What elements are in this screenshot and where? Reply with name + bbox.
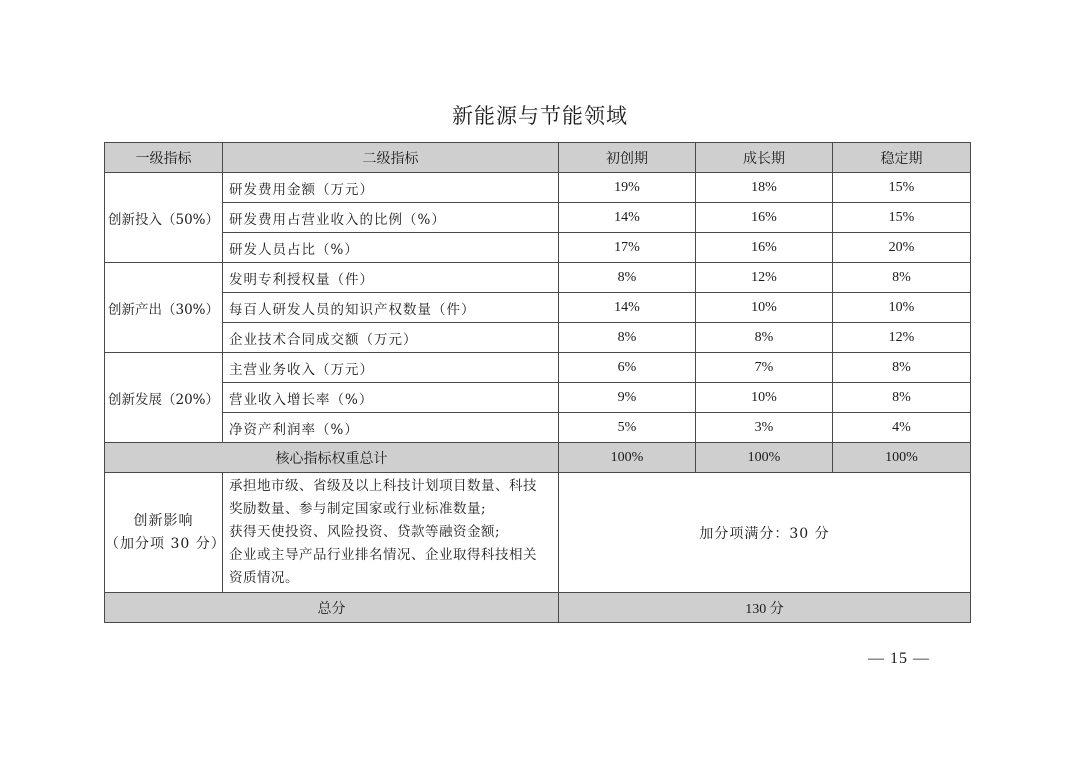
grand-total-label: 总分 bbox=[105, 593, 559, 623]
level2-indicator: 研发费用占营业收入的比例（%） bbox=[223, 203, 559, 233]
weight-stable: 8% bbox=[833, 383, 971, 413]
weight-growth: 3% bbox=[696, 413, 833, 443]
weight-growth: 18% bbox=[696, 173, 833, 203]
table-row bbox=[105, 383, 971, 413]
level2-indicator: 发明专利授权量（件） bbox=[223, 263, 559, 293]
weight-startup: 19% bbox=[559, 173, 696, 203]
weight-startup: 9% bbox=[559, 383, 696, 413]
core-total-row bbox=[105, 443, 971, 473]
bonus-value: 加分项满分：30 分 bbox=[559, 473, 971, 593]
indicator-table bbox=[104, 142, 971, 623]
grand-total-value: 130 分 bbox=[559, 593, 971, 623]
table-header-row bbox=[105, 143, 971, 173]
bonus-label-line1: 创新影响 bbox=[133, 512, 194, 529]
core-total-startup: 100% bbox=[559, 443, 696, 473]
weight-stable: 8% bbox=[833, 263, 971, 293]
level1-indicator: 创新发展（20%） bbox=[105, 353, 223, 443]
core-total-growth: 100% bbox=[696, 443, 833, 473]
weight-startup: 8% bbox=[559, 263, 696, 293]
table-row bbox=[105, 173, 971, 203]
table-row bbox=[105, 263, 971, 293]
weight-startup: 6% bbox=[559, 353, 696, 383]
bonus-desc-line: 奖励数量、参与制定国家或行业标准数量; bbox=[229, 501, 487, 517]
bonus-desc-line: 承担地市级、省级及以上科技计划项目数量、科技 bbox=[229, 478, 537, 494]
header-level2: 二级指标 bbox=[223, 143, 559, 173]
bonus-desc-line: 获得天使投资、风险投资、贷款等融资金额; bbox=[229, 524, 501, 540]
weight-growth: 10% bbox=[696, 383, 833, 413]
page-title: 新能源与节能领域 bbox=[452, 104, 628, 128]
table-row bbox=[105, 203, 971, 233]
weight-growth: 12% bbox=[696, 263, 833, 293]
weight-growth: 7% bbox=[696, 353, 833, 383]
level2-indicator: 每百人研发人员的知识产权数量（件） bbox=[223, 293, 559, 323]
weight-growth: 16% bbox=[696, 233, 833, 263]
table-row bbox=[105, 293, 971, 323]
bonus-desc-line: 资质情况。 bbox=[229, 570, 299, 586]
level1-indicator: 创新产出（30%） bbox=[105, 263, 223, 353]
weight-stable: 12% bbox=[833, 323, 971, 353]
table-row bbox=[105, 413, 971, 443]
header-startup: 初创期 bbox=[559, 143, 696, 173]
level1-indicator: 创新投入（50%） bbox=[105, 173, 223, 263]
weight-stable: 15% bbox=[833, 173, 971, 203]
header-level1: 一级指标 bbox=[105, 143, 223, 173]
header-growth: 成长期 bbox=[696, 143, 833, 173]
level2-indicator: 研发费用金额（万元） bbox=[223, 173, 559, 203]
table-row bbox=[105, 233, 971, 263]
weight-startup: 8% bbox=[559, 323, 696, 353]
bonus-row bbox=[105, 473, 971, 593]
level2-indicator: 研发人员占比（%） bbox=[223, 233, 559, 263]
level2-indicator: 主营业务收入（万元） bbox=[223, 353, 559, 383]
weight-stable: 20% bbox=[833, 233, 971, 263]
header-stable: 稳定期 bbox=[833, 143, 971, 173]
bonus-desc-line: 企业或主导产品行业排名情况、企业取得科技相关 bbox=[229, 547, 537, 563]
grand-total-row bbox=[105, 593, 971, 623]
level2-indicator: 净资产利润率（%） bbox=[223, 413, 559, 443]
page-number: — 15 — bbox=[868, 650, 930, 667]
weight-startup: 17% bbox=[559, 233, 696, 263]
weight-stable: 4% bbox=[833, 413, 971, 443]
weight-startup: 5% bbox=[559, 413, 696, 443]
bonus-label-line2: （加分项 30 分） bbox=[105, 535, 226, 552]
bonus-label bbox=[105, 473, 226, 593]
weight-stable: 8% bbox=[833, 353, 971, 383]
weight-stable: 15% bbox=[833, 203, 971, 233]
table-row bbox=[105, 323, 971, 353]
table-row bbox=[105, 353, 971, 383]
core-total-label: 核心指标权重总计 bbox=[105, 443, 559, 473]
level2-indicator: 营业收入增长率（%） bbox=[223, 383, 559, 413]
bonus-description bbox=[223, 473, 559, 593]
core-total-stable: 100% bbox=[833, 443, 971, 473]
level2-indicator: 企业技术合同成交额（万元） bbox=[223, 323, 559, 353]
weight-stable: 10% bbox=[833, 293, 971, 323]
weight-growth: 10% bbox=[696, 293, 833, 323]
weight-growth: 8% bbox=[696, 323, 833, 353]
weight-growth: 16% bbox=[696, 203, 833, 233]
weight-startup: 14% bbox=[559, 293, 696, 323]
weight-startup: 14% bbox=[559, 203, 696, 233]
